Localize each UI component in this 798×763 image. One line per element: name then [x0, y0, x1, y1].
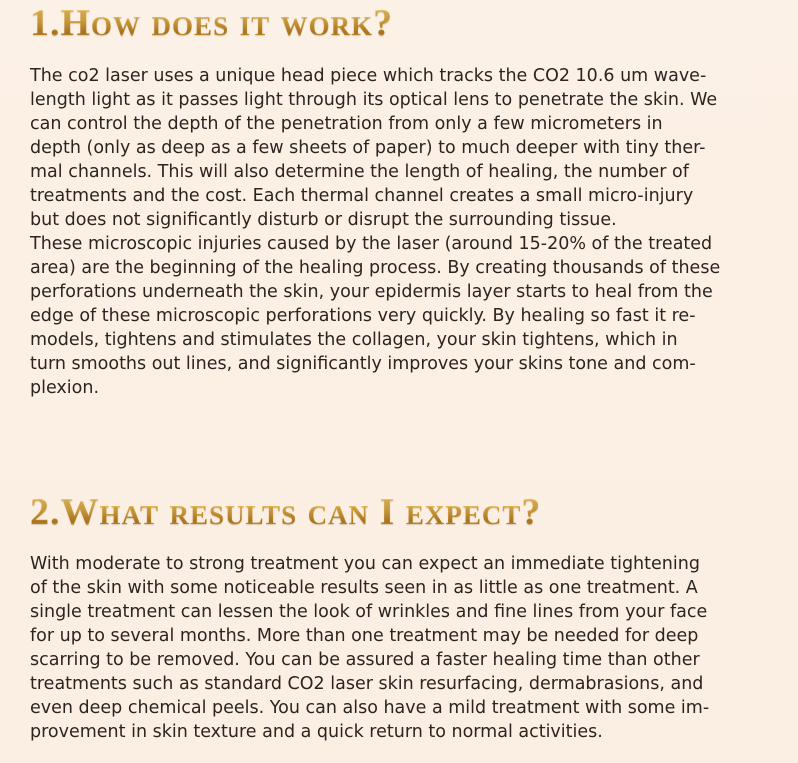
section-body-how-it-works: The co2 laser uses a unique head piece which tracks the CO2 10.6 um wave- length light as it passes light through its optical lens to penetrate the skin. We can control the depth of the penetration from only a few micrometers in depth (only as deep as a few sheets of paper) to much deeper with tiny ther- mal channels. This will also determine the length of healing, the number of treatments and the cost. Each thermal channel creates a small micro-injury but does not significantly disturb or disrupt the surrounding tissue. These microscopic injuries caused by the laser (around 15-20% of the treated area) are the beginning of the healing process. By creating thousands of these perforations underneath the skin, your epidermis layer starts to heal from the edge of these microscopic perforations very quickly. By healing so fast it re- models, tightens and stimulates the collagen, your skin tightens, which in turn smooths out lines, and significantly improves your skins tone and com- plexion. [30, 66, 721, 398]
section-body-results: With moderate to strong treatment you can expect an immediate tightening of the skin with some noticeable results seen in as little as one treatment. A single treatment can lessen the look of wrinkles and fine lines from your face for up to several months. More than one treatment may be needed for deep scarring to be removed. You can be assured a faster healing time than other treatments such as standard CO2 laser skin resurfacing, dermabrasions, and even deep chemical peels. You can also have a mild treatment with some im- provement in skin texture and a quick return to normal activities. [30, 554, 710, 742]
section-heading-results: 2.What results can I expect? [30, 491, 542, 533]
section-heading-how-it-works: 1.How does it work? [30, 2, 394, 44]
